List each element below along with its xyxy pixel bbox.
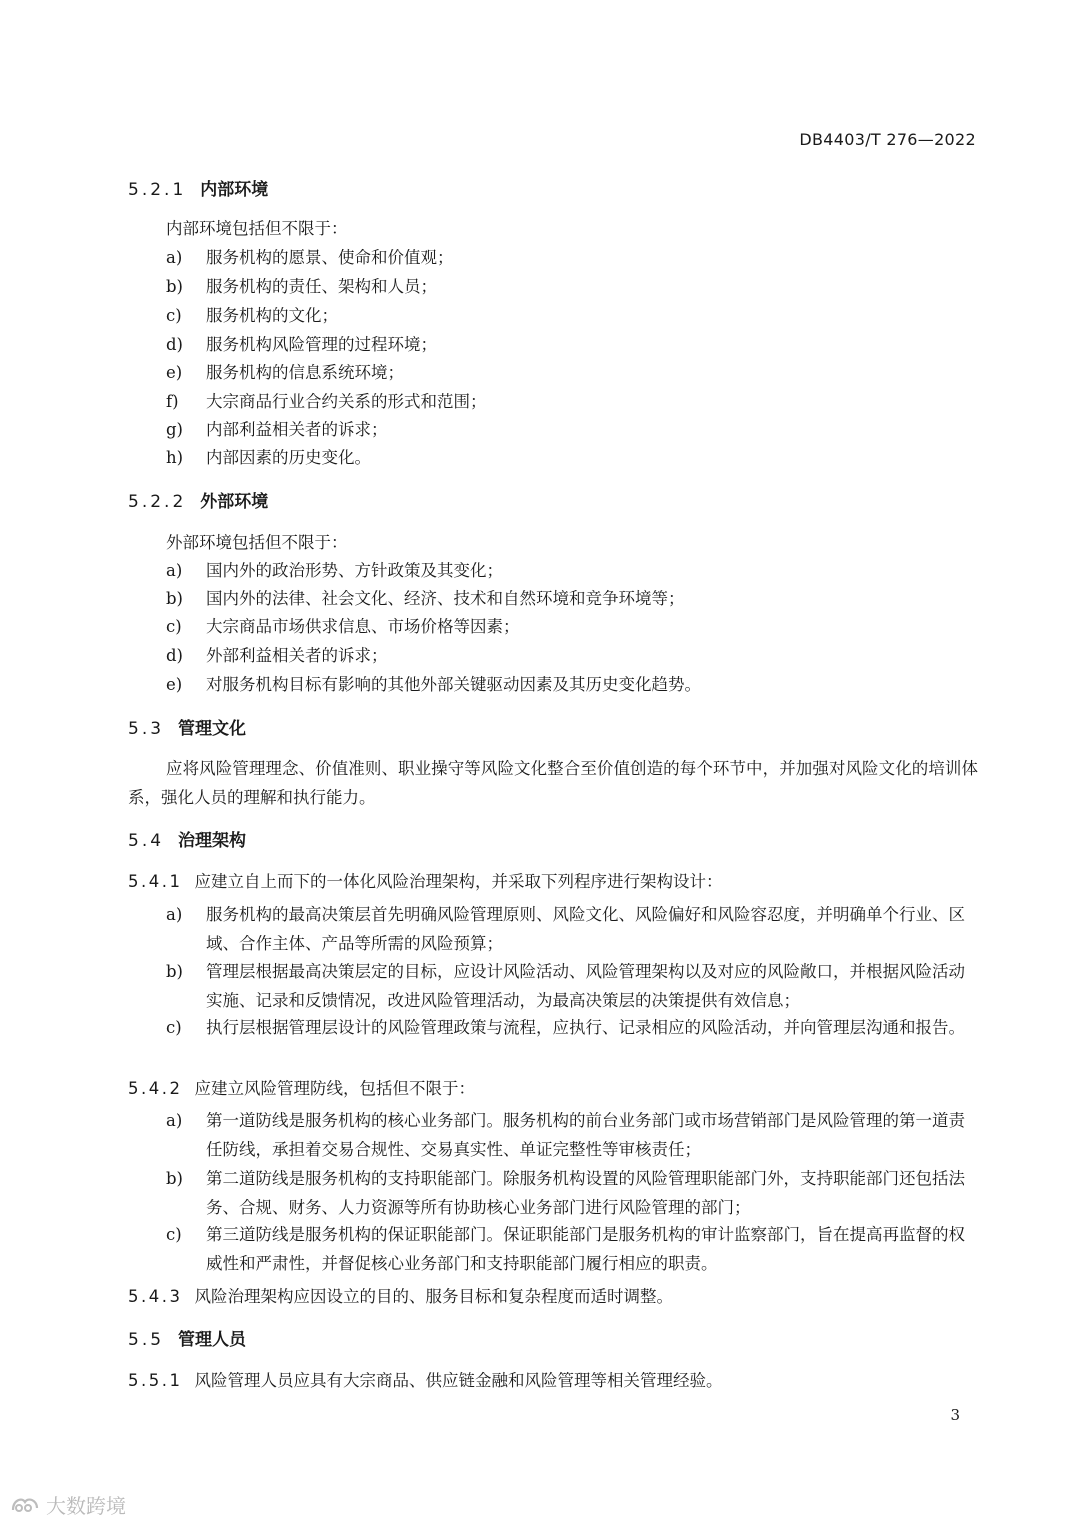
section-intro: 外部环境包括但不限于： [166,533,348,552]
page-number: 3 [950,1406,960,1424]
heading-title: 治理架构 [178,831,247,851]
clause-text: 应建立风险管理防线，包括但不限于： [194,1079,475,1098]
heading-title: 管理人员 [178,1330,247,1350]
list-item: g) 内部利益相关者的诉求； [166,420,388,439]
clause-5-5-1 [128,1366,978,1395]
heading-5-5 [128,1325,246,1350]
list-item: c) 大宗商品市场供求信息、市场价格等因素； [166,617,520,636]
list-item: b) 管理层根据最高决策层定的目标，应设计风险活动、风险管理架构以及对应的风险敞口，并根据风险活动实施、记录和反馈情况，改进风险管理活动，为最高决策层的决策提供有效信息； [166,962,965,1010]
heading-number: 5.2.2 [128,492,187,512]
heading-5-3 [128,714,246,739]
list-item: c) 执行层根据管理层设计的风险管理政策与流程，应执行、记录相应的风险活动，并向管理层沟通和报告。 [166,1018,965,1037]
list-item: b) 服务机构的责任、架构和人员； [166,277,437,296]
watermark-logo-icon [10,1494,40,1516]
list-item: a) 第一道防线是服务机构的核心业务部门。服务机构的前台业务部门或市场营销部门是风险管理的第一道责任防线，承担着交易合规性、交易真实性、单证完整性等审核责任； [166,1111,965,1159]
heading-title: 管理文化 [178,719,247,739]
clause-number: 5.4.2 [128,1079,183,1098]
list-item: a) 国内外的政治形势、方针政策及其变化； [166,561,503,580]
clause-number: 5.4.3 [128,1287,183,1306]
list-item: c) 服务机构的文化； [166,306,338,325]
watermark-text: 大数跨境 [46,1494,126,1518]
list-item: d) 外部利益相关者的诉求； [166,646,388,665]
document-code: DB4403/T 276—2022 [799,130,976,149]
heading-number: 5.2.1 [128,180,187,200]
list-item: e) 对服务机构目标有影响的其他外部关键驱动因素及其历史变化趋势。 [166,675,701,694]
heading-5-4 [128,826,246,851]
heading-title: 内部环境 [200,180,269,200]
clause-number: 5.5.1 [128,1371,183,1390]
heading-5-2-1 [128,175,268,200]
clause-5-4-3 [128,1282,978,1311]
list-item: b) 国内外的法律、社会文化、经济、技术和自然环境和竞争环境等； [166,589,685,608]
heading-number: 5.4 [128,831,165,851]
clause-text: 风险治理架构应因设立的目的、服务目标和复杂程度而适时调整。 [194,1287,673,1306]
list-item: a) 服务机构的愿景、使命和价值观； [166,248,454,267]
clause-text: 风险管理人员应具有大宗商品、供应链金融和风险管理等相关管理经验。 [194,1371,723,1390]
list-item: d) 服务机构风险管理的过程环境； [166,335,437,354]
list-item: b) 第二道防线是服务机构的支持职能部门。除服务机构设置的风险管理职能部门外，支持职能部门还包括法务、合规、财务、人力资源等所有协助核心业务部门进行风险管理的部门； [166,1169,965,1217]
watermark [10,1490,126,1519]
list-item: f) 大宗商品行业合约关系的形式和范围； [166,392,487,411]
heading-5-2-2 [128,487,268,512]
clause-5-4-2 [128,1074,978,1103]
section-intro: 内部环境包括但不限于： [166,219,348,238]
clause-number: 5.4.1 [128,872,183,891]
management-culture-paragraph: 应将风险管理理念、价值准则、职业操守等风险文化整合至价值创造的每个环节中，并加强对风险文化的培训体系，强化人员的理解和执行能力。 [128,759,978,807]
heading-title: 外部环境 [200,492,269,512]
list-item: c) 第三道防线是服务机构的保证职能部门。保证职能部门是服务机构的审计监察部门，旨在提高再监督的权威性和严肃性，并督促核心业务部门和支持职能部门履行相应的职责。 [166,1225,965,1273]
clause-text: 应建立自上而下的一体化风险治理架构，并采取下列程序进行架构设计： [194,872,723,891]
list-item: e) 服务机构的信息系统环境； [166,363,404,382]
heading-number: 5.5 [128,1330,165,1350]
heading-number: 5.3 [128,719,165,739]
clause-5-4-1 [128,867,978,896]
list-item: a) 服务机构的最高决策层首先明确风险管理原则、风险文化、风险偏好和风险容忍度，并明确单个行业、区域、合作主体、产品等所需的风险预算； [166,905,965,953]
list-item: h) 内部因素的历史变化。 [166,448,371,467]
